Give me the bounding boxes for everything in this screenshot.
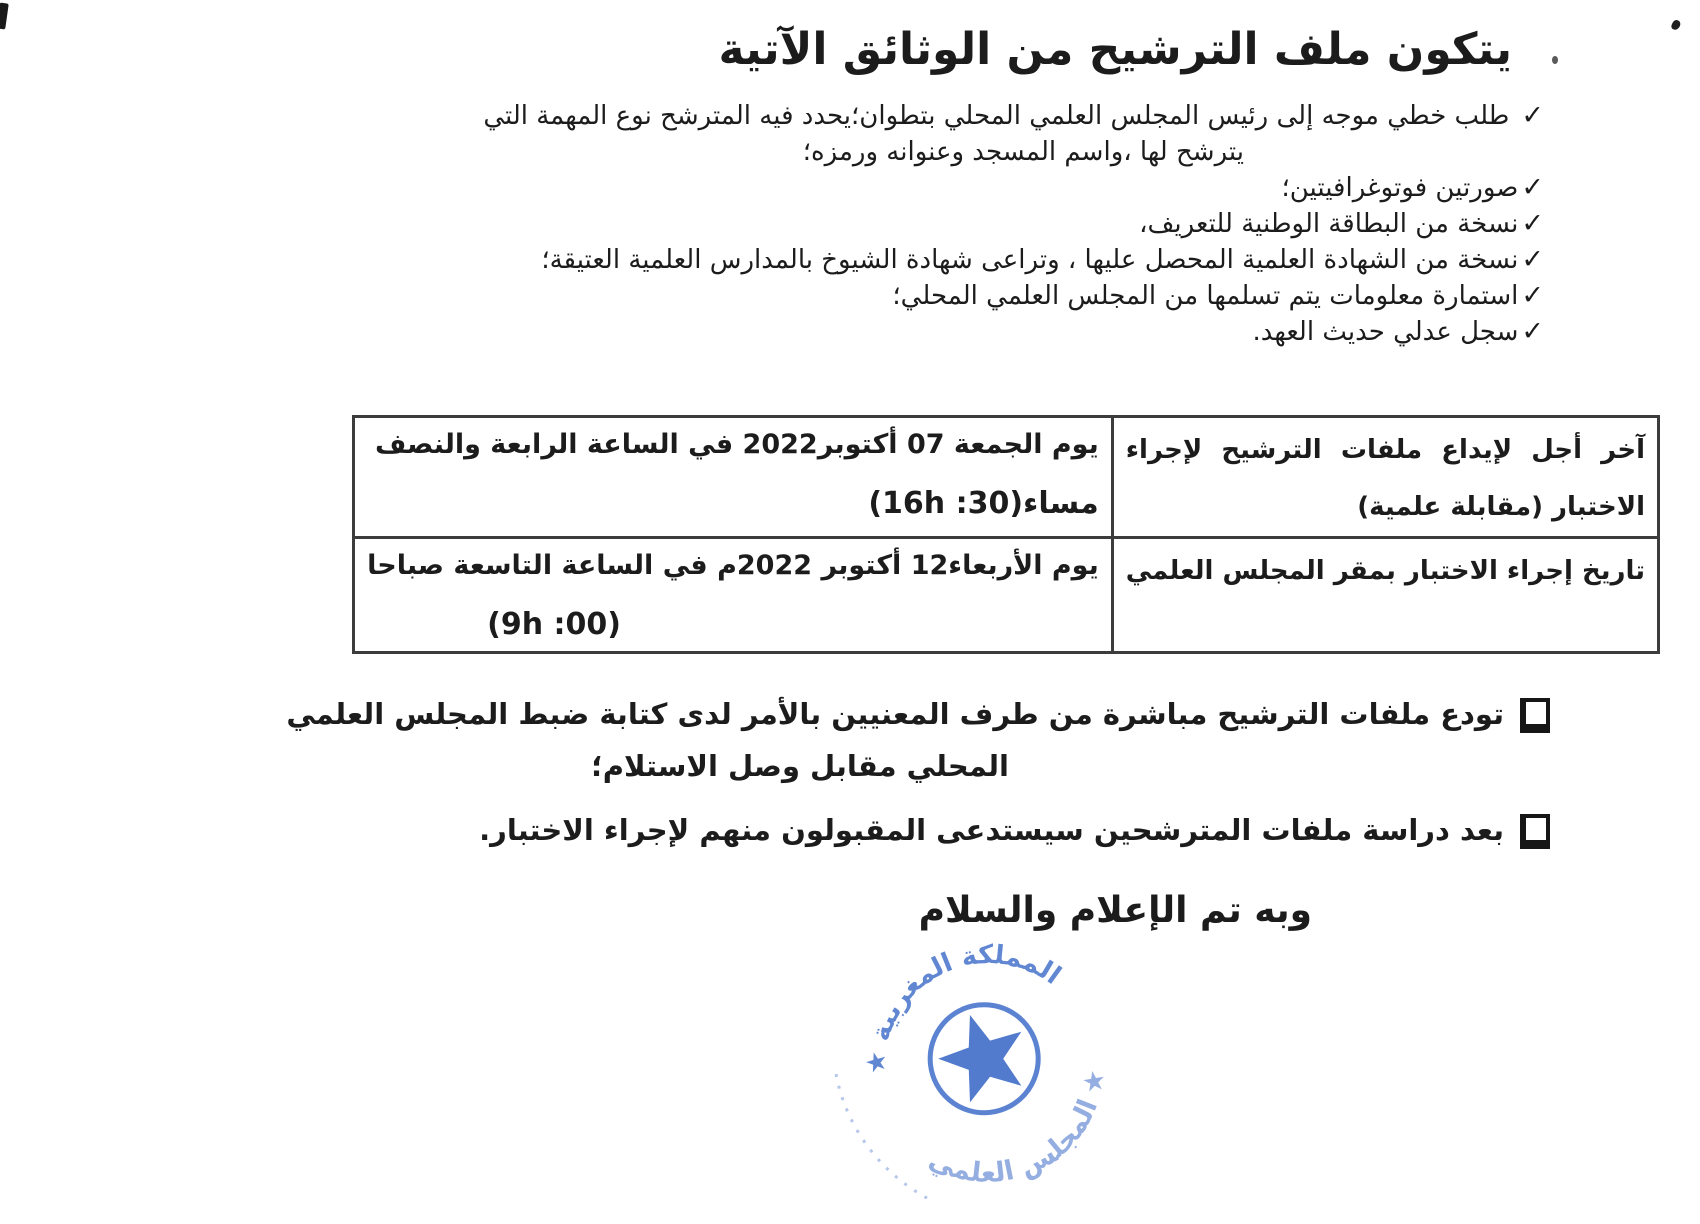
exam-time <box>487 603 1099 647</box>
checkmark-icon: ✓ <box>1521 172 1544 203</box>
scan-artifact <box>1552 56 1558 64</box>
time-word: مساء <box>1023 486 1099 521</box>
exam-date-value-cell <box>354 538 1113 653</box>
note-line: تودع ملفات الترشيح مباشرة من طرف المعنيين بالأمر لدى كتابة ضبط المجلس العلمي <box>286 697 1504 731</box>
list-item-text: سجل عدلي حديث العهد. <box>1252 317 1519 347</box>
closing-salutation: وبه تم الإعلام والسلام <box>918 890 1312 931</box>
deadline-date: يوم الجمعة 07 أكتوبر2022 في الساعة الرابعة والنصف <box>374 429 1099 460</box>
list-item <box>483 98 1544 134</box>
list-item <box>483 242 1544 278</box>
list-item-text: صورتين فوتوغرافيتين؛ <box>1281 173 1519 203</box>
stamp-bottom-text: ★ المجلس العلمي <box>924 1067 1112 1189</box>
list-item-text: نسخة من الشهادة العلمية المحصل عليها ، وتراعى شهادة الشيوخ بالمدارس العلمية العتيقة؛ <box>541 245 1519 275</box>
time-value: (16h :30) <box>868 486 1024 521</box>
notes-section <box>286 688 1550 868</box>
list-item-text: نسخة من البطاقة الوطنية للتعريف، <box>1139 209 1519 239</box>
scan-artifact <box>1670 19 1681 31</box>
list-item-text: طلب خطي موجه إلى رئيس المجلس العلمي المحلي بتطوان؛يحدد فيه المترشح نوع المهمة التي <box>483 101 1510 131</box>
deadline-label: آخر أجل لإيداع ملفات الترشيح لإجراء الاختبار (مقابلة علمية) <box>1125 435 1645 522</box>
list-item-continuation <box>483 134 1244 170</box>
square-bullet-icon <box>1520 698 1550 733</box>
exam-date-label: تاريخ إجراء الاختبار بمقر المجلس العلمي <box>1125 556 1645 586</box>
official-stamp <box>828 905 1146 1223</box>
stamp-top-text: المملكة المغربية ★ <box>861 940 1067 1075</box>
list-item-text: يترشح لها ،واسم المسجد وعنوانه ورمزه؛ <box>802 137 1244 167</box>
deadline-value-cell <box>354 417 1113 538</box>
stamp-smudge <box>829 1062 933 1217</box>
square-bullet-icon <box>1520 814 1550 849</box>
list-item <box>483 278 1544 314</box>
table-row <box>354 417 1659 538</box>
checkmark-icon: ✓ <box>1521 280 1544 311</box>
deadlines-table <box>352 415 1660 654</box>
note-text <box>286 688 1504 792</box>
deadline-time <box>367 482 1099 526</box>
list-item-text: استمارة معلومات يتم تسلمها من المجلس العلمي المحلي؛ <box>892 281 1519 311</box>
note-item <box>286 688 1550 792</box>
exam-date-label-cell <box>1112 538 1658 653</box>
exam-date: يوم الأربعاء12 أكتوبر 2022م في الساعة التاسعة صباحا <box>367 550 1099 581</box>
note-line: المحلي مقابل وصل الاستلام؛ <box>591 749 1009 783</box>
note-line: بعد دراسة ملفات المترشحين سيستدعى المقبولون منهم لإجراء الاختبار. <box>479 813 1504 847</box>
stamp-graphic <box>828 905 1146 1223</box>
note-text <box>479 804 1504 856</box>
note-item <box>286 804 1550 856</box>
deadline-label-cell <box>1112 417 1658 538</box>
scan-artifact <box>0 3 9 30</box>
table-row <box>354 538 1659 653</box>
checkmark-icon: ✓ <box>1521 208 1544 239</box>
time-value: (9h :00) <box>487 607 621 642</box>
checkmark-icon: ✓ <box>1521 100 1544 131</box>
list-item <box>483 170 1544 206</box>
checkmark-icon: ✓ <box>1521 316 1544 347</box>
required-documents-list <box>483 98 1544 350</box>
checkmark-icon: ✓ <box>1521 244 1544 275</box>
document-title: يتكون ملف الترشيح من الوثائق الآتية <box>718 24 1512 75</box>
list-item <box>483 314 1544 350</box>
list-item <box>483 206 1544 242</box>
